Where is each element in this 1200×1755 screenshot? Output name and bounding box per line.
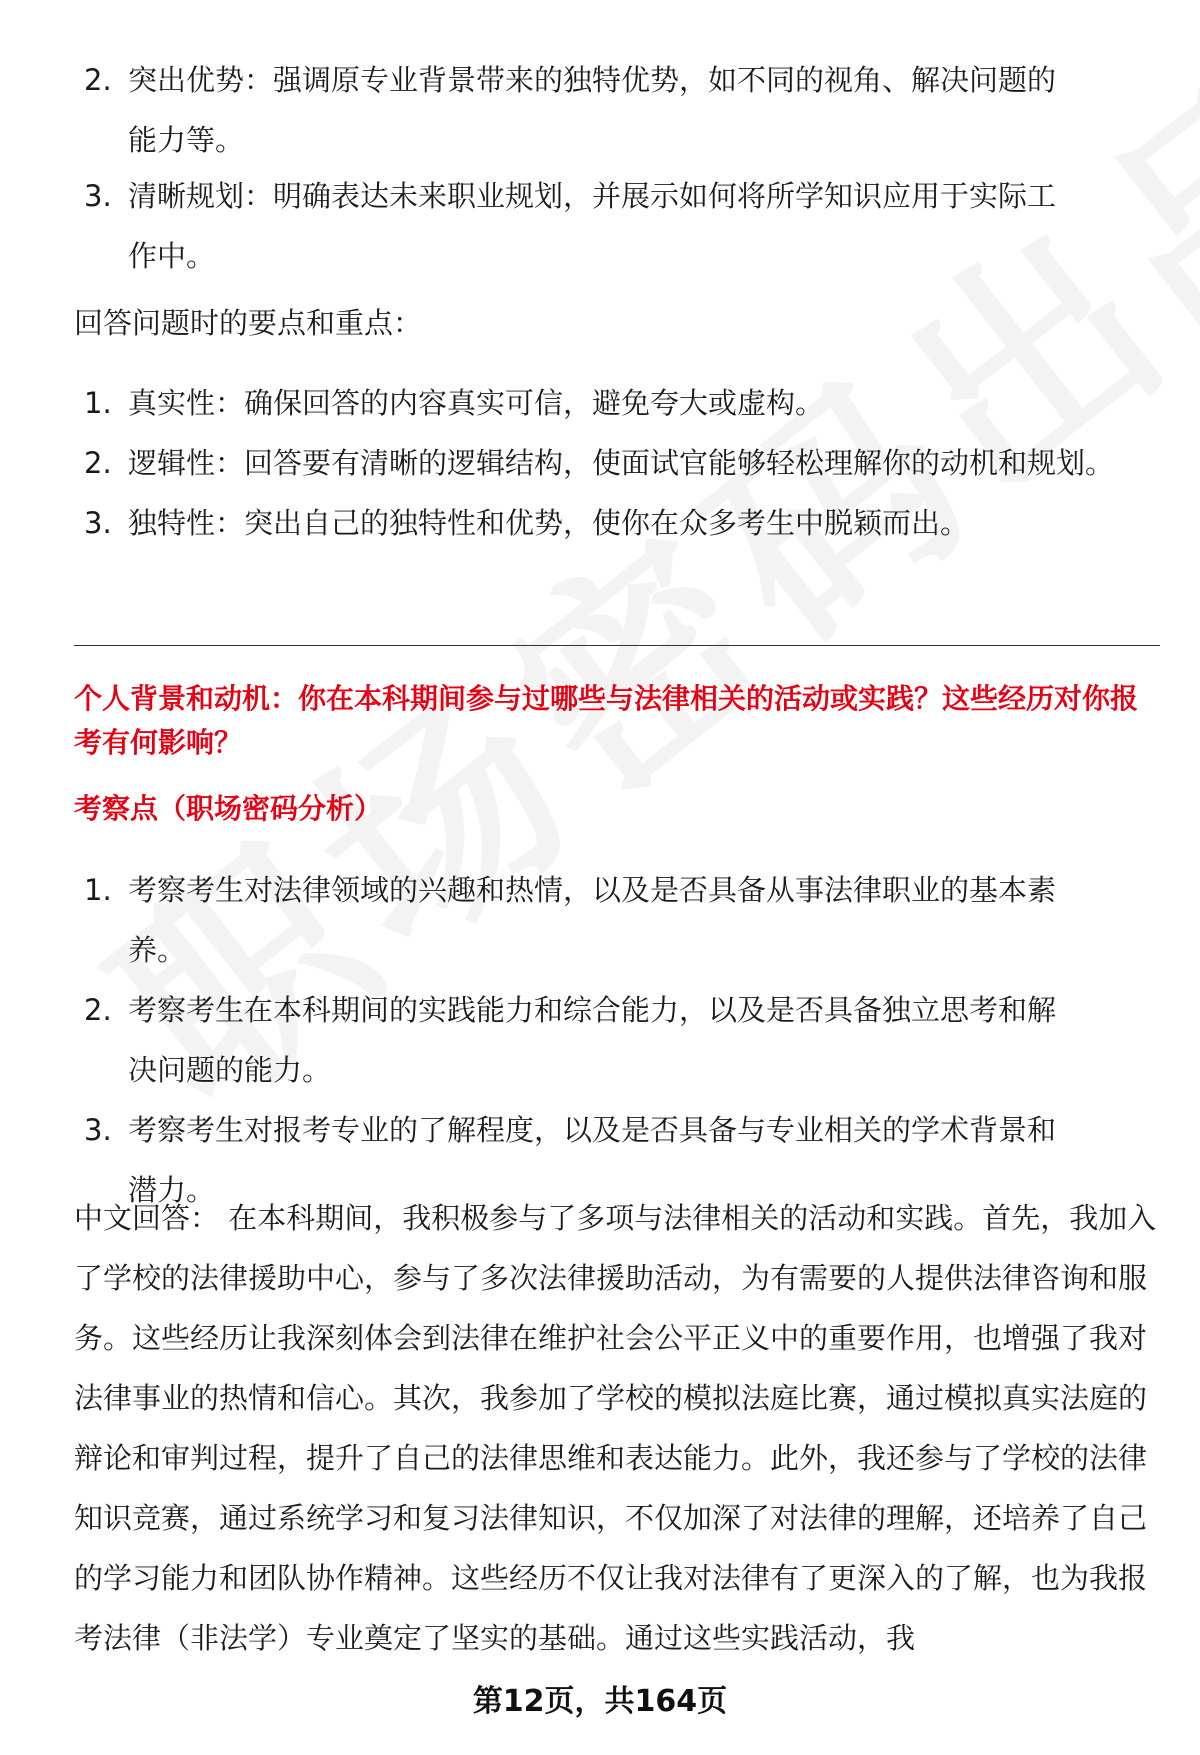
list-number: 1.: [84, 386, 112, 420]
key-points-heading: 回答问题时的要点和重点：: [74, 306, 423, 340]
list-item: [74, 493, 1160, 553]
list-number: 3.: [84, 506, 112, 540]
list-item: [74, 50, 1074, 170]
divider: [74, 645, 1160, 646]
list-analysis: [74, 860, 1074, 1220]
list-tips: [74, 50, 1074, 286]
list-item: [74, 373, 1160, 433]
answer-paragraph: 中文回答： 在本科期间，我积极参与了多项与法律相关的活动和实践。首先，我加入了学校的法律援助中心，参与了多次法律援助活动，为有需要的人提供法律咨询和服务。这些经历让我深刻体会到法律在维护社会公平正义中的重要作用，也增强了我对法律事业的热情和信心。其次，我参加了学校的模拟法庭比赛，通过模拟真实法庭的辩论和审判过程，提升了自己的法律思维和表达能力。此外，我还参与了学校的法律知识竞赛，通过系统学习和复习法律知识，不仅加深了对法律的理解，还培养了自己的学习能力和团队协作精神。这些经历不仅让我对法律有了更深入的了解，也为我报考法律（非法学）专业奠定了坚实的基础。通过这些实践活动，我: [74, 1201, 1157, 1655]
list-item: [74, 433, 1160, 493]
analysis-subheading: 考察点（职场密码分析）: [74, 792, 383, 825]
list-number: 3.: [84, 1113, 112, 1147]
list-text: 考察考生在本科期间的实践能力和综合能力，以及是否具备独立思考和解决问题的能力。: [128, 993, 1057, 1087]
list-item: [74, 860, 1074, 980]
list-number: 3.: [84, 179, 112, 213]
page-number: 第12页，共164页: [472, 1684, 728, 1719]
list-key-points: [74, 373, 1160, 553]
document-page: [74, 0, 1160, 1755]
list-item: [74, 980, 1074, 1100]
list-item: [74, 166, 1074, 286]
list-text: 清晰规划：明确表达未来职业规划，并展示如何将所学知识应用于实际工作中。: [128, 179, 1057, 273]
list-number: 2.: [84, 63, 112, 97]
list-text: 突出优势：强调原专业背景带来的独特优势，如不同的视角、解决问题的能力等。: [128, 63, 1057, 157]
list-number: 2.: [84, 446, 112, 480]
list-text: 考察考生对报考专业的了解程度，以及是否具备与专业相关的学术背景和潜力。: [128, 1113, 1057, 1207]
list-text: 独特性：突出自己的独特性和优势，使你在众多考生中脱颖而出。: [128, 506, 970, 540]
list-number: 1.: [84, 873, 112, 907]
list-number: 2.: [84, 993, 112, 1027]
list-text: 逻辑性：回答要有清晰的逻辑结构，使面试官能够轻松理解你的动机和规划。: [128, 446, 1115, 480]
question-heading: 个人背景和动机：你在本科期间参与过哪些与法律相关的活动或实践？这些经历对你报考有何影响？: [74, 682, 1139, 759]
list-text: 真实性：确保回答的内容真实可信，避免夸大或虚构。: [128, 386, 825, 420]
list-text: 考察考生对法律领域的兴趣和热情，以及是否具备从事法律职业的基本素养。: [128, 873, 1057, 967]
